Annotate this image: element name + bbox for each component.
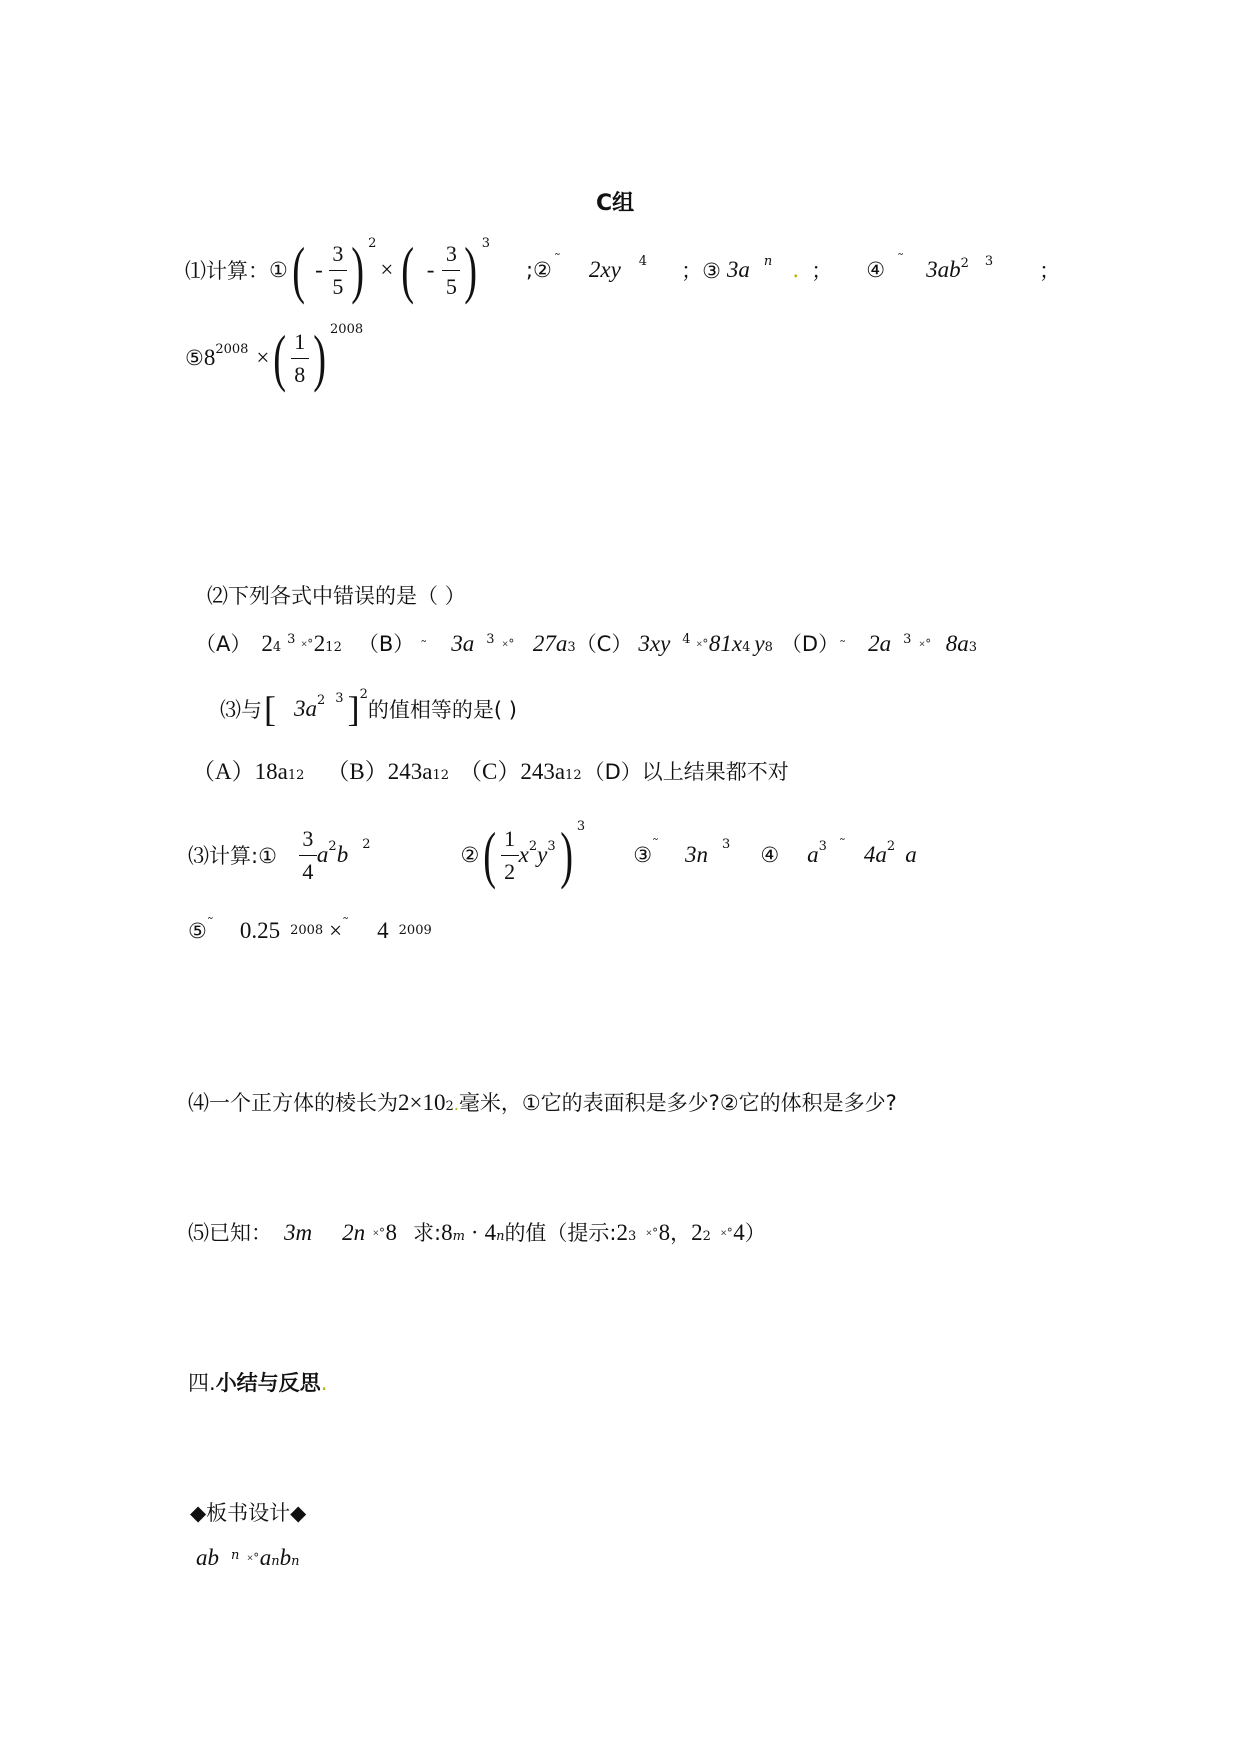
tilde-artifact: ˜ <box>838 837 846 853</box>
q1-c1-marker: ① <box>269 258 288 282</box>
q3b-c4-a: a <box>807 842 819 867</box>
q5-hint-sep: ， <box>670 1221 692 1245</box>
page-title <box>596 186 634 217</box>
q5-ask-dot: · <box>470 1220 479 1245</box>
q2-b-rhs: 27a <box>532 631 568 656</box>
q4-expr: 2×10 <box>398 1090 446 1115</box>
section-4-heading <box>188 1367 327 1397</box>
dot-artifact: . <box>453 1095 459 1114</box>
board-design-title: ◆板书设计◆ <box>190 1501 307 1525</box>
question-3a: ⑶与 [ 3a 2 3 ] 2 的值相等的是( ) <box>220 687 517 729</box>
q1-e2-den: 5 <box>445 273 457 299</box>
fraction-bar <box>299 855 317 856</box>
q1-c4-expr: 3ab <box>926 257 961 282</box>
q3b-c2-fraction <box>501 826 519 885</box>
left-paren: ( <box>273 322 287 393</box>
board-rhs-b: b <box>279 1545 292 1570</box>
left-paren: ( <box>292 234 305 305</box>
q5-ask-expr1: 8 <box>441 1220 453 1245</box>
tilde-artifact: ˜ <box>839 639 847 655</box>
q3b-c5-b: 4 <box>377 918 389 943</box>
right-paren: ) <box>312 322 326 393</box>
q3b-c3-expr: 3n <box>685 842 709 867</box>
q1-c5-times: × <box>256 345 270 370</box>
q3b-c1-fraction <box>299 826 317 885</box>
q5-ask: 求: <box>412 1221 442 1245</box>
right-paren: ) <box>351 234 364 305</box>
fraction-bar <box>501 855 519 856</box>
q3b-c1-num: 3 <box>302 825 314 851</box>
q3b-c1-b: b <box>336 842 349 867</box>
q3b-c2-den: 2 <box>504 858 516 884</box>
q2-d-rhs: 8a <box>945 631 969 656</box>
eq-artifact: ˟˚ <box>373 1228 386 1244</box>
q2-c-expr: 3xy <box>638 631 671 656</box>
q2-a-label: （A） <box>195 632 252 656</box>
q3b-c1-rest: a <box>316 842 329 867</box>
q5-hint1-value: 8 <box>658 1220 671 1245</box>
q3b-c5-a: 0.25 <box>239 918 281 943</box>
eq-artifact: ˟˚ <box>696 639 709 655</box>
q1-e2-fraction <box>442 241 460 300</box>
eq-artifact: ˟˚ <box>919 639 932 655</box>
tilde-artifact: ˜ <box>420 639 428 655</box>
q3a-expr: 3a <box>294 696 317 721</box>
q2-d-expr: 2a <box>868 631 892 656</box>
q3b-c3-marker: ③ <box>633 843 653 867</box>
q5-hint2: 2 <box>691 1220 703 1245</box>
q3a-tail: 的值相等的是( ) <box>367 698 517 722</box>
q3b-c2-marker: ② <box>460 843 480 867</box>
q5-eq: 8 <box>385 1220 397 1245</box>
left-paren: ( <box>401 234 415 305</box>
q3a-opt-b: （B）243a <box>326 759 433 784</box>
board-formula: ab n ˟˚ a n b n <box>196 1545 300 1570</box>
q5-hint1: 2 <box>616 1220 629 1245</box>
right-paren: ) <box>464 234 478 305</box>
dot-artifact: . <box>320 1371 328 1395</box>
q3a-opt-d: （D） <box>583 760 642 784</box>
tilde-artifact: ˜ <box>897 252 905 268</box>
q3b-c2-rest: x <box>518 842 529 867</box>
q1-e2-sign: - <box>426 257 435 282</box>
fraction-bar <box>329 270 347 271</box>
q2-a-expr: 2 <box>261 631 273 656</box>
tilde-artifact: ˜ <box>553 252 561 268</box>
right-bracket: ] <box>347 689 360 729</box>
q2-b-label: （B） <box>357 632 415 656</box>
q4-tail: 毫米，①它的表面积是多少?②它的体积是多少? <box>458 1091 897 1115</box>
q5-hint2-value: 4 <box>733 1220 745 1245</box>
question-3b-part5: ⑤ ˜ 0.25 2008 × ˜ 4 2009 <box>188 916 432 943</box>
q2-b-expr: 3a <box>451 631 475 656</box>
q1-e1-num: 3 <box>332 240 344 266</box>
q2-a-rhs: 2 <box>313 631 326 656</box>
q2-c-rhs-y: y <box>754 631 765 656</box>
left-bracket: [ <box>264 689 276 729</box>
q1-label: ⑴计算： <box>185 259 269 283</box>
q1-sep1: ;② <box>525 258 552 282</box>
q3a-opt-a: （A）18a <box>192 759 288 784</box>
right-paren: ) <box>559 819 573 890</box>
q3a-opt-d-text: 以上结果都不对 <box>641 760 789 784</box>
q3b-c5-times: × <box>329 918 343 943</box>
q1-e1-den: 5 <box>332 273 344 299</box>
question-5: ⑸已知： 3m 2n ˟˚ 8 求: 8 m · 4 n 的值（提示: 2 3 ˟˚ 8 ， 2 2 ˟˚ 4 ） <box>188 1217 766 1247</box>
q5-tail: 的值（提示: <box>504 1221 617 1245</box>
eq-artifact: ˟˚ <box>301 639 314 655</box>
q4-label: ⑷一个正方体的棱长为 <box>188 1091 398 1115</box>
q3b-c2-y: y <box>537 842 548 867</box>
q2-c-rhs: 81x <box>708 631 743 656</box>
board-lhs: ab <box>196 1545 219 1570</box>
q1-times: × <box>380 257 394 282</box>
tilde-artifact: ˜ <box>652 837 660 853</box>
q2-d-label: （D） <box>780 632 840 656</box>
question-3a-options: （A）18a 12 （B）243a 12 （C）243a 12 （D） 以上结果都不对 <box>192 753 789 786</box>
fraction-bar <box>291 358 309 359</box>
eq-artifact: ˟˚ <box>720 1228 734 1244</box>
q1-sep2: ；③ <box>681 259 721 283</box>
q1-e2-num: 3 <box>445 240 457 266</box>
q1-c2-expr: 2xy <box>588 257 621 282</box>
q5-expr2: 2n <box>342 1220 366 1245</box>
q3b-c4-marker: ④ <box>760 843 780 867</box>
q1-c4-marker: ④ <box>866 258 886 282</box>
board-rhs-a: a <box>259 1545 272 1570</box>
q3a-label: ⑶与 <box>220 698 262 722</box>
q3a-opt-c: （C）243a <box>458 759 566 784</box>
question-2-label: ⑵下列各式中错误的是（ ） <box>207 584 466 608</box>
fraction-bar <box>442 270 460 271</box>
q5-label: ⑸已知： <box>188 1221 272 1245</box>
question-4: ⑷一个正方体的棱长为 2×10 2 . 毫米，①它的表面积是多少?②它的体积是多少? <box>188 1087 897 1117</box>
eq-artifact: ˟˚ <box>502 639 515 655</box>
eq-artifact: ˟˚ <box>247 1553 260 1569</box>
q1-c5-fraction <box>291 329 309 388</box>
q1-sep4: ； <box>1039 259 1061 283</box>
q1-sep3: ； <box>811 259 833 283</box>
q5-hint-end: ） <box>744 1221 766 1245</box>
q1-c5-num: 1 <box>294 328 306 354</box>
q3b-c1-den: 4 <box>302 858 314 884</box>
left-paren: ( <box>483 819 497 890</box>
page-title-text: C组 <box>596 191 635 216</box>
section-4-number: 四. <box>188 1371 216 1395</box>
tilde-artifact: ˜ <box>206 916 214 932</box>
eq-artifact: ˟˚ <box>646 1228 659 1244</box>
q1-e1-fraction <box>329 241 347 300</box>
section-4-title: 小结与反思 <box>215 1371 321 1395</box>
q3b-c2-num: 1 <box>504 825 516 851</box>
q5-expr1: 3m <box>284 1220 313 1245</box>
q1-e1-sign: - <box>315 257 323 282</box>
question-1-part5: ⑤ 8 2008 × ( $\frac{1}{8}$ ) 2008 <box>185 322 364 393</box>
question-1: ⑴计算： ① ( - $\frac{3}{5}$ ) 2 × ( - $\frac{3}{5}$ ) 3 ;② ˜ 2xy 4 ；③ 3a n . ； ④ ˜ 3ab 2 3 ； <box>185 234 1061 305</box>
q3b-c5-marker: ⑤ <box>188 919 207 943</box>
question-2-options: （A） 2 4 3 ˟˚ 2 12 （B） ˜ 3a 3 ˟˚ 27a 3 （C） 3xy 4 ˟˚ 81x 4 y 8 （D） ˜ 2a 3 ˟˚ 8a 3 <box>195 628 977 658</box>
q1-c5-base: 8 <box>203 345 216 370</box>
q3b-c4-b: 4a <box>863 842 887 867</box>
q1-c5-marker: ⑤ <box>185 346 204 370</box>
q1-c5-den: 8 <box>294 361 306 387</box>
question-3b: ⑶计算:① $\frac{3}{4}$ a 2 b 2 ② ( $\frac{1}{2}$ x 2 y 3 ) 3 ③ ˜ 3n 3 ④ a 3 ˜ 4a 2 a <box>188 819 917 890</box>
dot-artifact: . <box>792 257 800 283</box>
q1-c3-expr: 3a <box>726 257 750 282</box>
q3b-c4-c: a <box>905 842 917 867</box>
q5-ask-expr2: 4 <box>484 1220 497 1245</box>
q3b-label: ⑶计算:① <box>188 844 277 868</box>
q2-c-label: （C） <box>575 632 633 656</box>
tilde-artifact: ˜ <box>342 916 350 932</box>
